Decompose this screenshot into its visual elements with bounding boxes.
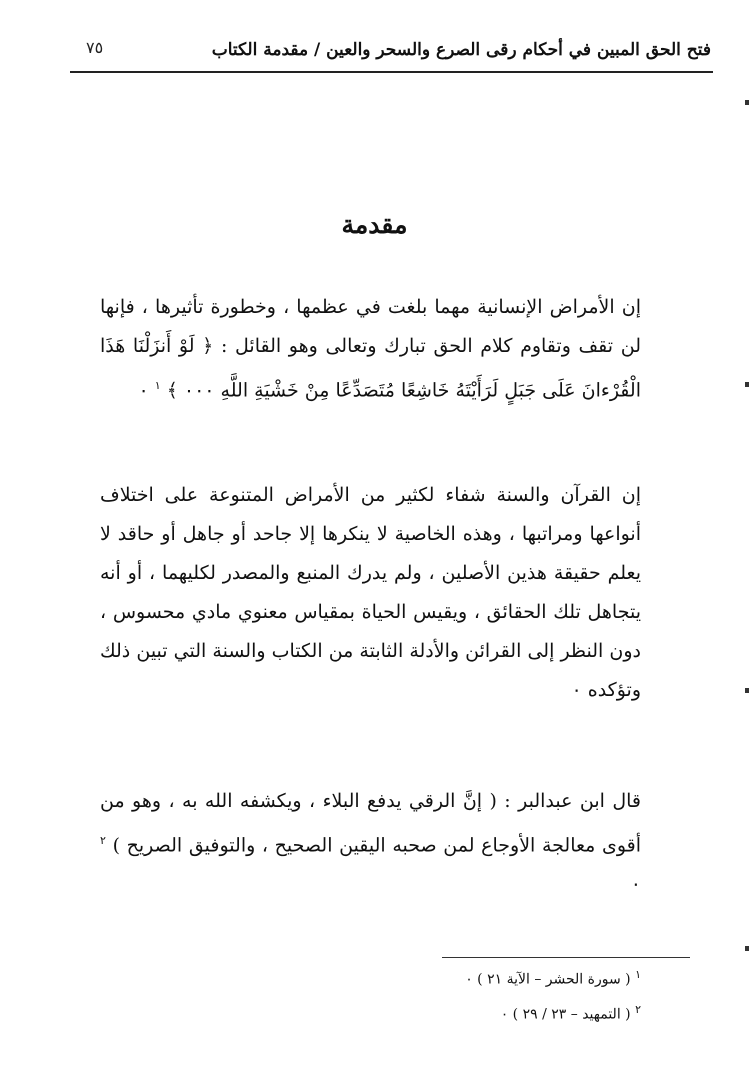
footnote-text: ( سورة الحشر – الآية ٢١ ) ٠ (465, 971, 631, 988)
paragraph-3-end: ٠ (630, 873, 641, 896)
footnote-mark: ١ (635, 968, 641, 981)
footnote-mark: ٢ (635, 1003, 641, 1016)
chapter-title: مقدمة (341, 210, 408, 239)
scan-edge-mark (745, 688, 749, 693)
paragraph-2-text: إن القرآن والسنة شفاء لكثير من الأمراض المتنوعة على اختلاف أنواعها ومراتبها ، وهذه الخاصية لا ينكرها إلا جاحد أو جاهل أو حاقد لا يعلم حقيقة هذين الأصلين ، ولم يدرك المنبع والمصدر لكليهما ، أو أنه يتجاهل تلك الحقائق ، ويقيس الحياة بمقياس معنوي مادي محسوس ، دون النظر إلى القرائن والأدلة الثابتة من الكتاب والسنة التي تبين ذلك وتؤكده ٠ (100, 484, 641, 701)
paragraph-1-text: إن الأمراض الإنسانية مهما بلغت في عظمها ، وخطورة تأثيرها ، فإنها لن تقف وتقاوم كلام الحق تبارك وتعالى وهو القائل : (100, 296, 641, 357)
footnote-text: ( التمهيد – ٢٣ / ٢٩ ) ٠ (500, 1006, 631, 1023)
running-header: فتح الحق المبين في أحكام رقى الصرع والسحر والعين / مقدمة الكتاب (211, 40, 711, 60)
paragraph-2 (100, 476, 641, 710)
footnote-ref-1: ١ (154, 379, 161, 392)
scan-edge-mark (745, 946, 749, 951)
paragraph-1 (100, 288, 641, 410)
footnote-1 (341, 968, 641, 988)
footnote-rule (442, 957, 690, 958)
scan-edge-mark (745, 382, 749, 387)
footnote-ref-2: ٢ (100, 834, 106, 847)
scan-edge-mark (745, 100, 749, 105)
paragraph-1-end: ٠ (138, 379, 149, 402)
paragraph-3-text: قال ابن عبدالبر : ( إنَّ الرقي يدفع البلاء ، ويكشفه الله به ، وهو من أقوى معالجة الأوجاع لمن صحبه اليقين الصحيح ، والتوفيق الصريح ) (100, 790, 641, 857)
quran-verse: ﴿ لَوْ أَنزَلْنَا هَذَا الْقُرْءانَ عَلَى جَبَلٍ لَرَأَيْتَهُ خَاشِعًا مُتَصَدِّعًا مِنْ خَشْيَةِ اللَّهِ ٠٠٠ ﴾ (100, 335, 641, 402)
footnote-2 (341, 1003, 641, 1023)
paragraph-3 (100, 782, 641, 904)
page-number: ٧٥ (86, 38, 104, 57)
header-rule (70, 71, 713, 73)
